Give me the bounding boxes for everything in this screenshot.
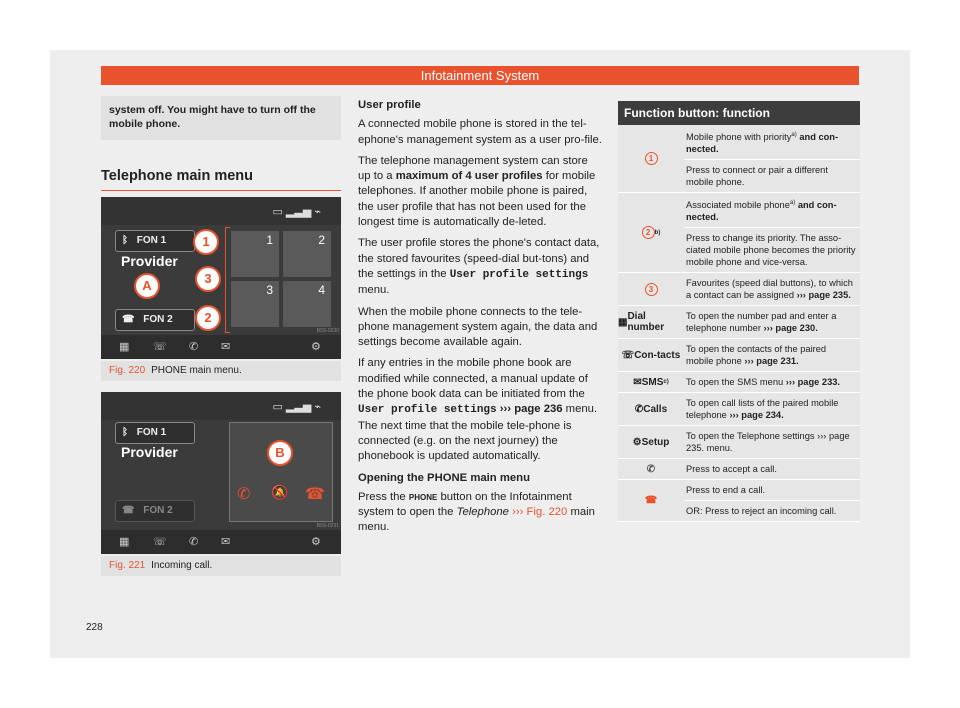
paragraph-1: A connected mobile phone is stored in the tel-ephone's management system as a user pro-file. <box>358 118 602 146</box>
fig220-number: Fig. 220 <box>109 365 146 376</box>
table-desc-cell <box>684 393 860 425</box>
calls-icon[interactable]: ✆ <box>189 341 199 353</box>
number-badge: 2 <box>642 226 655 239</box>
user-profile-heading: User profile <box>358 99 421 111</box>
end-call-icon: ☎ <box>644 495 658 507</box>
sms-icon[interactable]: ✉ <box>221 536 231 548</box>
desc-line: Mobile phone with priority$^{a)}$ and con-nected. <box>686 132 839 155</box>
fon1-button[interactable] <box>115 230 195 252</box>
figure-code: B5S-0230 <box>316 328 339 334</box>
table-key-cell <box>618 273 684 305</box>
fon1-label: FON 1 <box>136 235 167 246</box>
desc-line: To open call lists of the paired mobile telephone ››› page 234. <box>686 398 839 421</box>
bluetooth-icon: ᛒ <box>122 235 128 246</box>
table-desc-cell <box>684 306 860 338</box>
phone-icon: ☎ <box>122 314 135 325</box>
table-desc-cell <box>684 426 860 458</box>
desc-line: To open the number pad and enter a telephone number ››› page 230. <box>686 311 837 334</box>
paragraph-3: The user profile stores the phone's contact data, the stored favourites (speed-dial but-tons) and the settings in the User profile settings menu. <box>358 237 600 297</box>
fon2-button[interactable] <box>115 309 195 331</box>
paragraph-4: When the mobile phone connects to the tele-phone management system again, the data and settings become available again. <box>358 305 598 349</box>
table-body <box>618 125 860 522</box>
fon1-button[interactable] <box>115 422 195 444</box>
status-icons: ▭ ▂▃▅ ⌁ <box>272 206 321 218</box>
table-row <box>618 372 860 393</box>
function-label: Con-tacts <box>634 349 681 361</box>
table-key-cell <box>618 393 684 425</box>
setup-icon[interactable]: ⚙ <box>311 536 321 548</box>
table-row <box>618 306 860 339</box>
sms-icon[interactable]: ✉ <box>221 341 231 353</box>
bluetooth-icon: ᛒ <box>122 427 128 438</box>
opening-heading: Opening the PHONE main menu <box>358 471 530 484</box>
contacts-icon[interactable]: ☏ <box>153 341 167 353</box>
fig221-caption <box>101 556 341 576</box>
function-icon: ✉ <box>633 376 642 388</box>
speed-dial-2[interactable]: 2 <box>283 231 331 277</box>
provider-label: Provider <box>121 444 178 460</box>
phone-main-menu-screenshot <box>101 197 341 359</box>
speed-dial-1[interactable]: 1 <box>231 231 279 277</box>
number-badge: 3 <box>645 283 658 296</box>
table-row <box>618 273 860 306</box>
paragraph-6: Press the PHONE button on the Infotainment system to open the Telephone ››› Fig. 220 main menu. <box>358 490 595 534</box>
table-desc-cell <box>684 339 860 371</box>
function-label: Calls <box>643 403 668 415</box>
callout-3: 3 <box>195 266 221 292</box>
fon1-label: FON 1 <box>136 427 167 438</box>
footnote-marker: b) <box>654 229 661 236</box>
function-icon: ☏ <box>621 349 635 361</box>
desc-line: Favourites (speed dial buttons), to which a contact can be assigned ››› page 235. <box>686 278 853 301</box>
desc-line: Press to accept a call. <box>686 464 777 475</box>
speed-dial-4[interactable]: 4 <box>283 281 331 327</box>
status-bar <box>101 197 341 225</box>
table-key-cell <box>618 193 684 272</box>
table-desc-cell <box>684 459 860 479</box>
callout-a: A <box>134 273 160 299</box>
calls-icon[interactable]: ✆ <box>189 536 199 548</box>
callout-1: 1 <box>193 229 219 255</box>
callout-2: 2 <box>195 305 221 331</box>
phone-icon: ☎ <box>122 505 135 516</box>
page-236-link[interactable]: ››› page 236 <box>496 403 563 416</box>
table-key-cell <box>618 125 684 192</box>
table-desc-cell <box>684 273 860 305</box>
contacts-icon[interactable]: ☏ <box>153 536 167 548</box>
table-desc-cell <box>684 193 860 272</box>
provider-label: Provider <box>121 253 178 269</box>
table-desc-cell <box>684 480 860 521</box>
table-row <box>618 193 860 273</box>
function-icon: ✆ <box>634 403 644 415</box>
paragraph-5: If any entries in the mobile phone book are modified while connected, a manual update of the phone book data can be initiated from the User profile settings ››› page 236 menu. The next time that the mobile tele-phone is connected (e.g. on the next journey) the phonebook is updated automatically. <box>358 357 598 463</box>
paragraph-2: The telephone management system can store up to a maximum of 4 user profiles for mobile telephones. If another mobile phone is paired, the user profile that has not been used for the longest time is automatically de-leted. <box>358 154 596 229</box>
fig220-caption-text: PHONE main menu. <box>151 365 242 376</box>
function-table <box>618 101 860 522</box>
desc-line: Press to connect or pair a different mobile phone. <box>684 159 860 192</box>
status-icons: ▭ ▂▃▅ ⌁ <box>272 401 321 413</box>
table-key-cell <box>618 459 684 479</box>
status-bar <box>101 392 341 420</box>
fig221-number: Fig. 221 <box>109 560 146 571</box>
setup-icon[interactable]: ⚙ <box>311 341 321 353</box>
function-label: Dial number <box>627 311 665 334</box>
number-badge: 1 <box>645 152 658 165</box>
function-label: Setup <box>641 436 670 448</box>
page-number: 228 <box>86 622 103 633</box>
table-row <box>618 339 860 372</box>
incoming-call-panel <box>229 422 333 522</box>
table-key-cell <box>618 372 684 392</box>
table-row <box>618 426 860 459</box>
table-key-cell <box>618 426 684 458</box>
callout-b: B <box>267 440 293 466</box>
fon2-label: FON 2 <box>143 314 173 325</box>
bottom-bar <box>101 530 341 554</box>
table-row <box>618 459 860 480</box>
note-box: system off. You might have to turn off the mobile phone. <box>101 96 341 140</box>
dial-icon[interactable]: ▦ <box>119 536 130 548</box>
section-title: Telephone main menu <box>101 168 341 191</box>
body-text-column <box>358 98 602 542</box>
function-icon: ⚙ <box>632 436 642 448</box>
table-key-cell <box>618 339 684 371</box>
table-desc-cell <box>684 372 860 392</box>
desc-line: Associated mobile phone$^{a)}$ and con-nected. <box>686 200 837 223</box>
fig221-caption-text: Incoming call. <box>151 560 213 571</box>
fon2-label: FON 2 <box>143 505 173 516</box>
phone-key-label: PHONE <box>408 492 438 502</box>
fig220-caption <box>101 361 341 381</box>
table-desc-cell <box>684 125 860 192</box>
bracket <box>225 227 230 333</box>
table-key-cell <box>618 480 684 521</box>
end-call-icon[interactable]: ☎ <box>305 486 325 503</box>
table-row <box>618 125 860 193</box>
desc-line: Press to change its priority. The asso-ciated mobile phone becomes the priority mobile phone and vice-versa. <box>684 227 860 272</box>
table-row <box>618 480 860 522</box>
desc-line: To open the SMS menu ››› page 233. <box>686 377 840 388</box>
desc-line: Press to end a call. <box>686 485 766 496</box>
table-key-cell <box>618 306 684 338</box>
dial-icon[interactable]: ▦ <box>119 341 130 353</box>
accept-call-icon[interactable]: ✆ <box>237 486 251 503</box>
bottom-bar <box>101 335 341 359</box>
function-icon: ▦ <box>618 316 628 328</box>
function-label: SMS <box>641 376 664 388</box>
desc-line: To open the contacts of the paired mobile phone ››› page 231. <box>686 344 827 367</box>
fon2-button[interactable] <box>115 500 195 522</box>
speed-dial-3[interactable]: 3 <box>231 281 279 327</box>
incoming-call-screenshot <box>101 392 341 554</box>
desc-line: To open the Telephone settings ››› page 235. menu. <box>686 431 850 454</box>
table-header: Function button: function <box>618 101 860 125</box>
page-header: Infotainment System <box>101 66 859 85</box>
accept-call-icon: ✆ <box>646 463 656 475</box>
footnote-marker: c) <box>663 379 669 386</box>
fig-220-link[interactable]: ››› Fig. 220 <box>508 506 568 519</box>
figure-code: B5S-0231 <box>316 523 339 529</box>
table-row <box>618 393 860 426</box>
mute-ring-icon[interactable]: 🔕 <box>271 484 289 500</box>
desc-line: OR: Press to reject an incoming call. <box>684 500 860 521</box>
